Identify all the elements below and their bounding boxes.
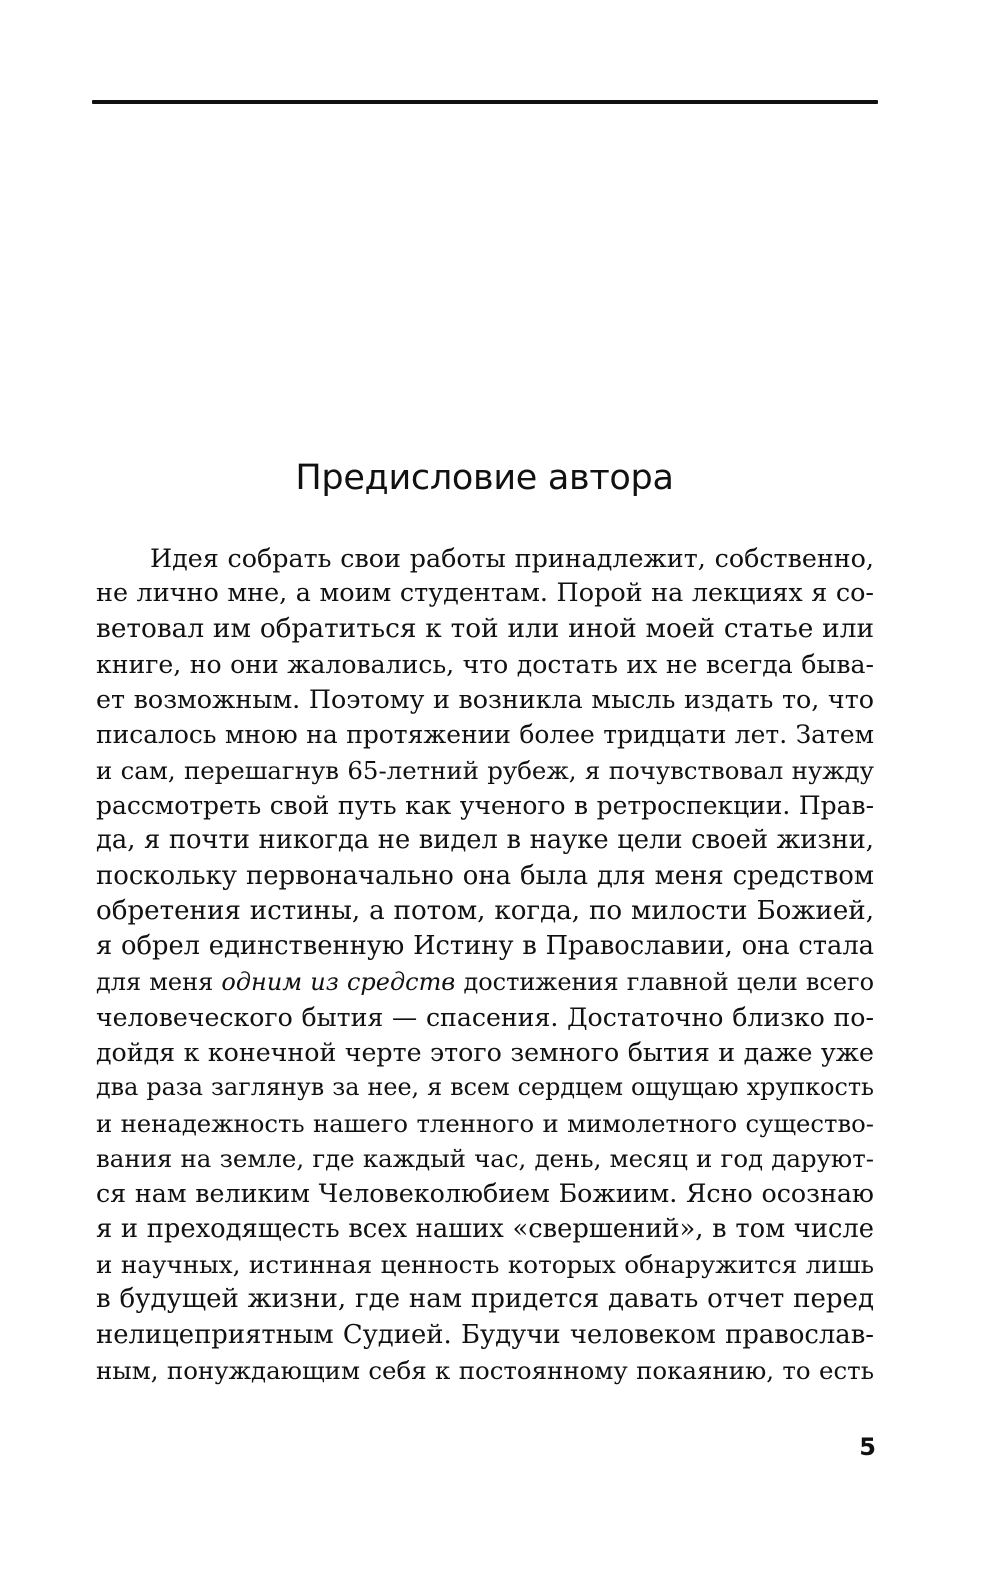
text-line: ет возможным. Поэтому и возникла мысль издать то, что	[96, 684, 874, 715]
body-text	[96, 541, 874, 1388]
text-line: вания на земле, где каждый час, день, месяц и год даруют-	[96, 1144, 874, 1174]
text-line: в будущей жизни, где нам придется давать отчет перед	[96, 1284, 874, 1315]
text-line: человеческого бытия — спасения. Достаточно близко по-	[96, 1002, 874, 1032]
text-line: Идея собрать свои работы принадлежит, собственно,	[150, 543, 874, 573]
text-line: рассмотреть свой путь как ученого в ретроспекции. Прав-	[96, 791, 874, 821]
text-segment: достижения главной цели всего	[455, 967, 874, 996]
text-line: и ненадежность нашего тленного и мимолетного существо-	[96, 1108, 874, 1138]
text-line: обретения истины, а потом, когда, по милости Божией,	[96, 895, 874, 926]
page-number: 5	[859, 1433, 876, 1461]
top-rule	[92, 100, 878, 104]
text-line: поскольку первоначально она была для меня средством	[96, 860, 874, 891]
text-line: ся нам великим Человеколюбием Божиим. Ясно осознаю	[96, 1178, 874, 1209]
chapter-title	[0, 458, 999, 498]
text-line-with-italic	[96, 965, 874, 1000]
chapter-title-text: Предисловие автора	[295, 458, 674, 498]
text-line: я обрел единственную Истину в Православии, она стала	[96, 931, 874, 962]
text-line: писалось мною на протяжении более тридцати лет. Затем	[96, 720, 874, 750]
text-segment: для меня	[96, 967, 222, 996]
text-line: и сам, перешагнув 65-летний рубеж, я почувствовал нужду	[96, 755, 874, 785]
text-line: два раза заглянув за нее, я всем сердцем ощущаю хрупкость	[96, 1073, 874, 1102]
text-line: не лично мне, а моим студентам. Порой на лекциях я со-	[96, 578, 874, 609]
text-line: книге, но они жаловались, что достать их не всегда быва-	[96, 649, 874, 679]
text-line: я и преходящесть всех наших «свершений», в том числе	[96, 1213, 874, 1244]
italic-emphasis: одним из средств	[221, 967, 456, 996]
text-line: нелицеприятным Судией. Будучи человеком православ-	[96, 1319, 874, 1350]
text-line: ным, понуждающим себя к постоянному покаянию, то есть	[96, 1355, 874, 1385]
text-line: и научных, истинная ценность которых обнаружится лишь	[96, 1249, 874, 1279]
text-line: дойдя к конечной черте этого земного бытия и даже уже	[96, 1038, 874, 1068]
text-line: ветовал им обратиться к той или иной моей статье или	[96, 613, 874, 644]
text-line: да, я почти никогда не видел в науке цели своей жизни,	[96, 825, 874, 856]
